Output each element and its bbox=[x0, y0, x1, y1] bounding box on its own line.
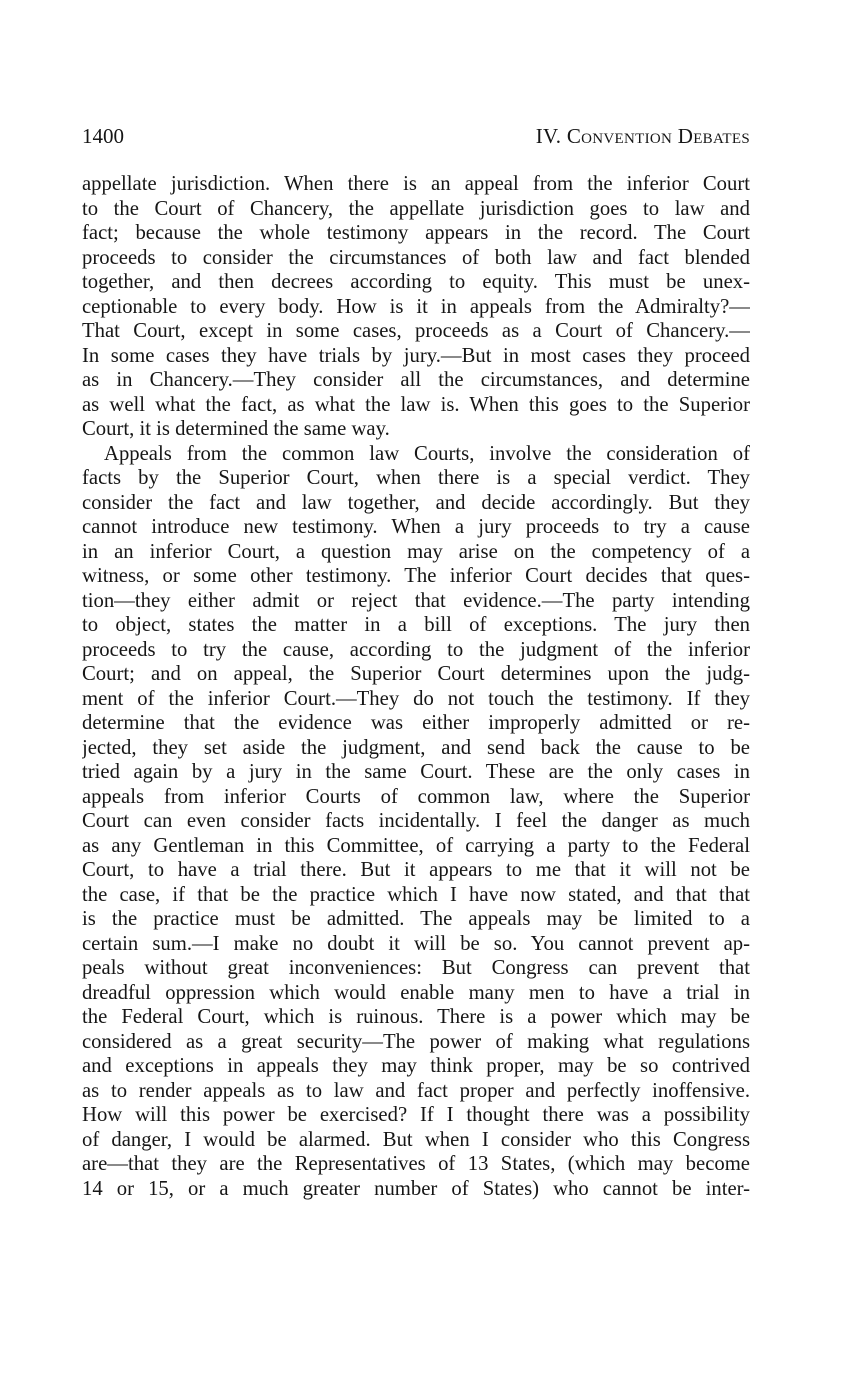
text-line: facts by the Superior Court, when there is a special verdict. They bbox=[82, 467, 750, 489]
text-line: as to render appeals as to law and fact proper and perfectly inoffensive. bbox=[82, 1079, 750, 1102]
text-line: together, and then decrees according to equity. This must be unex- bbox=[82, 271, 750, 293]
page-number: 1400 bbox=[82, 124, 124, 148]
text-line: are—that they are the Representatives of 13 States, (which may become bbox=[82, 1153, 750, 1175]
text-line: That Court, except in some cases, proceeds as a Court of Chancery.— bbox=[82, 320, 750, 342]
text-line: consider the fact and law together, and decide accordingly. But they bbox=[82, 491, 750, 514]
text-line: appellate jurisdiction. When there is an appeal from the inferior Court bbox=[82, 173, 750, 195]
text-line: tion—they either admit or reject that evidence.—The party intending bbox=[82, 589, 750, 612]
section-title: IV. Convention Debates bbox=[535, 124, 750, 148]
text-line: tried again by a jury in the same Court. These are the only cases in bbox=[82, 761, 750, 783]
text-line: to object, states the matter in a bill of exceptions. The jury then bbox=[82, 614, 750, 636]
text-line: as well what the fact, as what the law is. When this goes to the Superior bbox=[82, 393, 750, 416]
text-line: Court; and on appeal, the Superior Court determines upon the judg- bbox=[82, 663, 750, 685]
text-line: considered as a great security—The power of making what regulations bbox=[82, 1030, 750, 1053]
text-line: ment of the inferior Court.—They do not touch the testimony. If they bbox=[82, 687, 750, 710]
paragraph-1 bbox=[82, 172, 750, 442]
paragraph-2 bbox=[82, 442, 750, 1202]
text-line: as any Gentleman in this Committee, of carrying a party to the Federal bbox=[82, 834, 750, 857]
text-line: Court can even consider facts incidentally. I feel the danger as much bbox=[82, 810, 750, 832]
running-head bbox=[82, 120, 750, 152]
text-line: proceeds to try the cause, according to the judgment of the inferior bbox=[82, 638, 750, 661]
text-line: in an inferior Court, a question may arise on the competency of a bbox=[82, 540, 750, 563]
text-line: appeals from inferior Courts of common law, where the Superior bbox=[82, 785, 750, 808]
text-line: determine that the evidence was either improperly admitted or re- bbox=[82, 712, 750, 734]
text-line: jected, they set aside the judgment, and send back the cause to be bbox=[82, 736, 750, 759]
text-line: ceptionable to every body. How is it in appeals from the Admiralty?— bbox=[82, 295, 750, 318]
text-line: to the Court of Chancery, the appellate jurisdiction goes to law and bbox=[82, 197, 750, 220]
text-line: Court, to have a trial there. But it appears to me that it will not be bbox=[82, 859, 750, 881]
text-line: Appeals from the common law Courts, involve the consideration of bbox=[104, 442, 750, 465]
text-line: is the practice must be admitted. The appeals may be limited to a bbox=[82, 908, 750, 930]
text-line: and exceptions in appeals they may think proper, may be so contrived bbox=[82, 1055, 750, 1077]
text-line: cannot introduce new testimony. When a jury proceeds to try a cause bbox=[82, 516, 750, 538]
text-line: In some cases they have trials by jury.—But in most cases they proceed bbox=[82, 344, 750, 367]
text-line: fact; because the whole testimony appears in the record. The Court bbox=[82, 222, 750, 244]
body-text bbox=[82, 172, 750, 1201]
text-line: Court, it is determined the same way. bbox=[82, 418, 390, 440]
text-line: certain sum.—I make no doubt it will be so. You cannot prevent ap- bbox=[82, 932, 750, 955]
text-line: dreadful oppression which would enable many men to have a trial in bbox=[82, 981, 750, 1004]
text-line: peals without great inconveniences: But Congress can prevent that bbox=[82, 957, 750, 979]
text-line: 14 or 15, or a much greater number of States) who cannot be inter- bbox=[82, 1177, 750, 1200]
text-line: How will this power be exercised? If I thought there was a possibility bbox=[82, 1104, 750, 1126]
text-line: witness, or some other testimony. The inferior Court decides that ques- bbox=[82, 565, 750, 587]
text-line: the Federal Court, which is ruinous. There is a power which may be bbox=[82, 1006, 750, 1028]
text-line: proceeds to consider the circumstances of both law and fact blended bbox=[82, 246, 750, 269]
text-line: of danger, I would be alarmed. But when I consider who this Congress bbox=[82, 1128, 750, 1151]
text-line: as in Chancery.—They consider all the circumstances, and determine bbox=[82, 369, 750, 391]
text-line: the case, if that be the practice which I have now stated, and that that bbox=[82, 883, 750, 906]
